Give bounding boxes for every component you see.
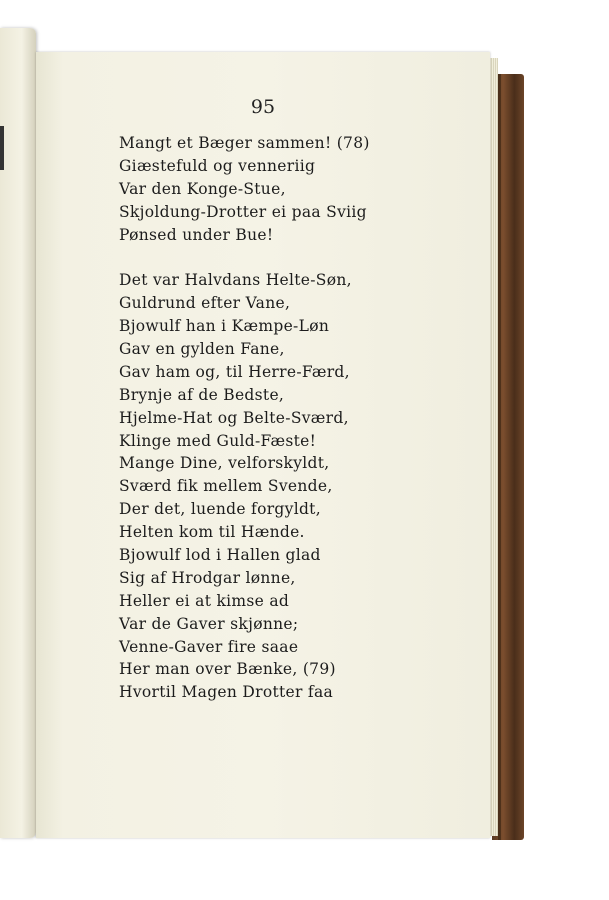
poem-line: Her man over Bænke, (79): [119, 660, 336, 679]
poem-text: [119, 132, 459, 704]
page-number: 95: [250, 96, 276, 118]
poem-line: Sig af Hrodgar lønne,: [119, 568, 296, 587]
poem-line: Var de Gaver skjønne;: [119, 614, 299, 633]
poem-line: Giæstefuld og venneriig: [119, 156, 316, 175]
poem-line: Det var Halvdans Helte-Søn,: [119, 271, 352, 290]
poem-line: Mange Dine, velforskyldt,: [119, 454, 330, 473]
poem-line: Der det, luende forgyldt,: [119, 500, 321, 519]
poem-line: Brynje af de Bedste,: [119, 385, 285, 404]
poem-line: Gav ham og, til Herre-Færd,: [119, 362, 350, 381]
poem-line: Hvortil Magen Drotter faa: [119, 683, 334, 702]
poem-line: Klinge med Guld-Fæste!: [119, 431, 317, 450]
poem-line: Heller ei at kimse ad: [119, 591, 290, 610]
poem-line: Var den Konge-Stue,: [119, 179, 286, 198]
poem-line: Hjelme-Hat og Belte-Sværd,: [119, 408, 349, 427]
poem-line: Bjowulf lod i Hallen glad: [119, 546, 321, 565]
poem-line: Guldrund efter Vane,: [119, 294, 291, 313]
left-page: [0, 28, 36, 838]
poem-line: Pønsed under Bue!: [119, 225, 274, 244]
book-page: [36, 52, 490, 838]
stanza-gap: [119, 246, 459, 269]
poem-line: Venne-Gaver fire saae: [119, 637, 299, 656]
poem-line: Mangt et Bæger sammen! (78): [119, 134, 370, 152]
poem-line: Sværd fik mellem Svende,: [119, 477, 333, 496]
poem-line: Helten kom til Hænde.: [119, 523, 305, 542]
poem-line: Bjowulf han i Kæmpe-Løn: [119, 317, 330, 336]
poem-line: Gav en gylden Fane,: [119, 340, 285, 359]
poem-line: Skjoldung-Drotter ei paa Sviig: [119, 202, 367, 221]
